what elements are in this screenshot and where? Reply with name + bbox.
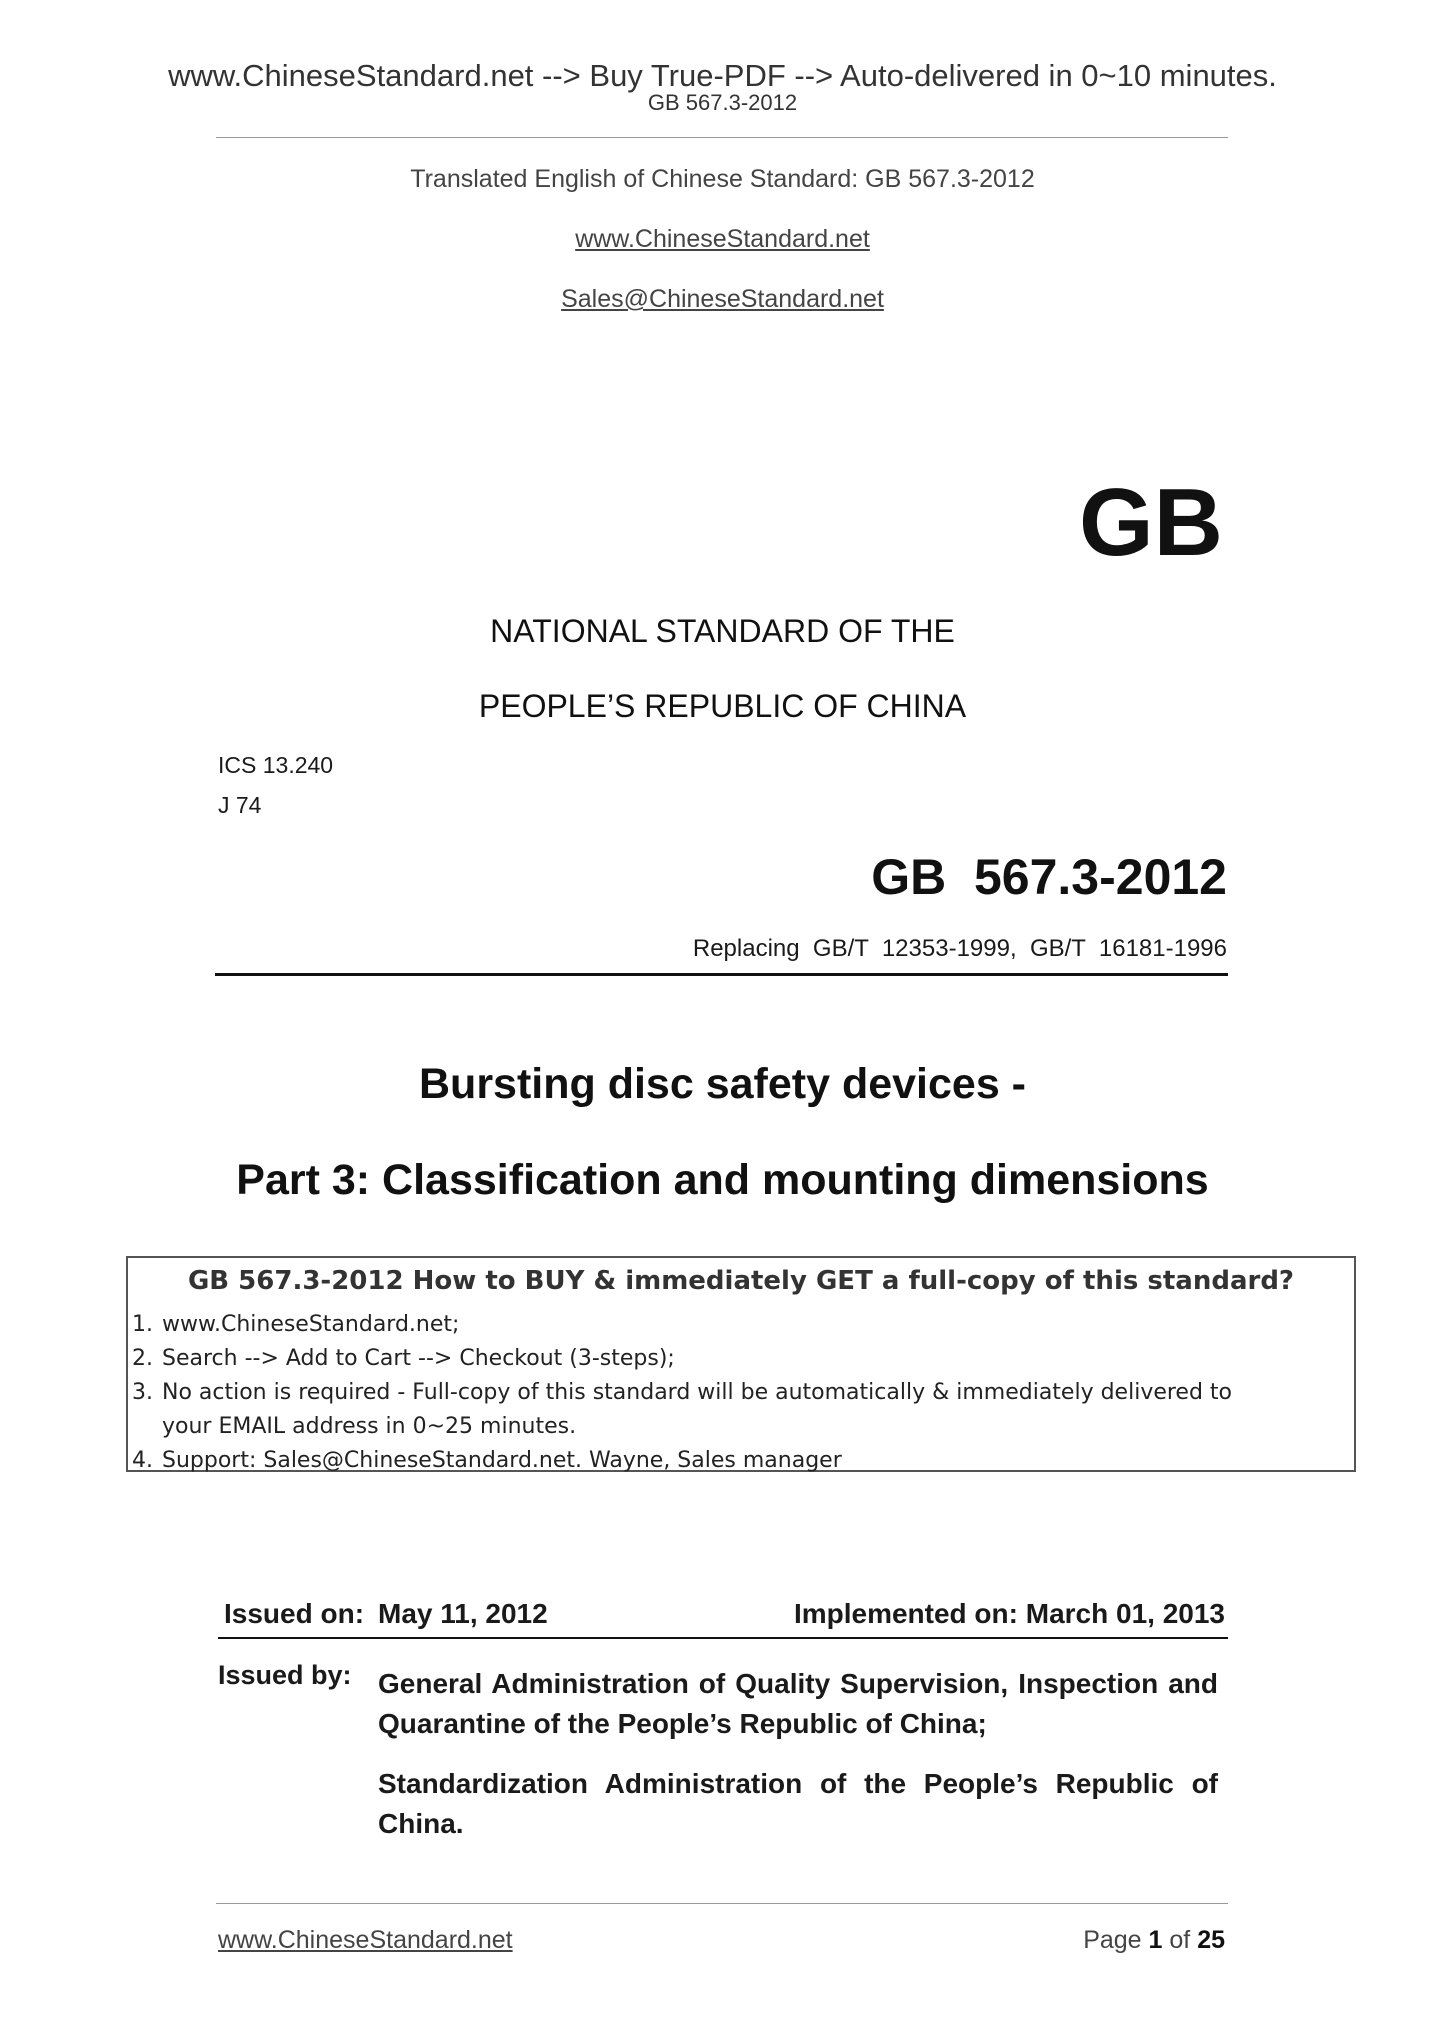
list-item-text: No action is required - Full-copy of this standard will be automatically & immediately delivered to (162, 1380, 1233, 1405)
translated-line: Translated English of Chinese Standard: GB 567.3-2012 (410, 165, 1035, 193)
standard-number: GB 567.3-2012 (871, 849, 1227, 905)
list-item-text: your EMAIL address in 0~25 minutes. (162, 1414, 577, 1439)
replacing-line: Replacing GB/T 12353-1999, GB/T 16181-1996 (692, 935, 1227, 962)
site-link[interactable]: www.ChineseStandard.net (575, 225, 870, 253)
list-item (132, 1444, 1348, 1478)
gb-logo: GB (1079, 469, 1223, 576)
page-total: 25 (1197, 1926, 1225, 1954)
issued-by-label: Issued by: (218, 1660, 352, 1690)
top-banner: www.ChineseStandard.net --> Buy True-PDF --> Auto-delivered in 0~10 minutes. (168, 58, 1277, 93)
purchase-info-title: GB 567.3-2012 How to BUY & immediately GET a full-copy of this standard? (187, 1266, 1295, 1296)
page-number (1083, 1926, 1225, 1955)
list-item-continuation (132, 1410, 1348, 1444)
header-standard-code: GB 567.3-2012 (647, 90, 798, 115)
list-item-text: Search --> Add to Cart --> Checkout (3-steps); (162, 1346, 675, 1371)
implemented-on: Implemented on: March 01, 2013 (793, 1598, 1225, 1629)
email-link[interactable]: Sales@ChineseStandard.net (561, 285, 884, 313)
list-item-number: 3. (132, 1380, 153, 1405)
list-item (132, 1342, 1348, 1376)
page-current: 1 (1148, 1926, 1163, 1954)
document-title-line1: Bursting disc safety devices - (419, 1060, 1026, 1108)
list-item-number: 1. (132, 1312, 153, 1337)
ics-code: ICS 13.240 (218, 752, 334, 778)
page-number-prefix: Page (1083, 1926, 1149, 1954)
list-item-text[interactable]: www.ChineseStandard.net; (162, 1312, 460, 1337)
issuer-aqsiq: General Administration of Quality Supervision, Inspection and Quarantine of the People’s Republic of China; (378, 1668, 1218, 1739)
list-item-number: 4. (132, 1448, 153, 1473)
footer-divider (216, 1903, 1228, 1904)
ccs-code: J 74 (218, 792, 262, 818)
purchase-steps-list (132, 1308, 1348, 1478)
purchase-info-box (126, 1256, 1356, 1472)
document-title-line2: Part 3: Classification and mounting dimensions (236, 1156, 1209, 1204)
list-item (132, 1308, 1348, 1342)
title-divider (215, 973, 1228, 976)
page-number-middle: of (1162, 1926, 1198, 1954)
issuer-sac: Standardization Administration of the People’s Republic of China. (378, 1768, 1218, 1839)
list-item (132, 1376, 1348, 1410)
national-standard-line2: PEOPLE’S REPUBLIC OF CHINA (478, 688, 967, 724)
list-item-text: Support: Sales@ChineseStandard.net. Wayne, Sales manager (162, 1448, 842, 1473)
header-divider (216, 137, 1228, 138)
issued-on-date: May 11, 2012 (378, 1598, 548, 1629)
national-standard-line1: NATIONAL STANDARD OF THE (490, 613, 955, 649)
footer-site-link[interactable]: www.ChineseStandard.net (218, 1926, 513, 1954)
issue-divider (218, 1637, 1228, 1639)
issued-on-label: Issued on: (224, 1598, 365, 1629)
list-item-number: 2. (132, 1346, 153, 1371)
